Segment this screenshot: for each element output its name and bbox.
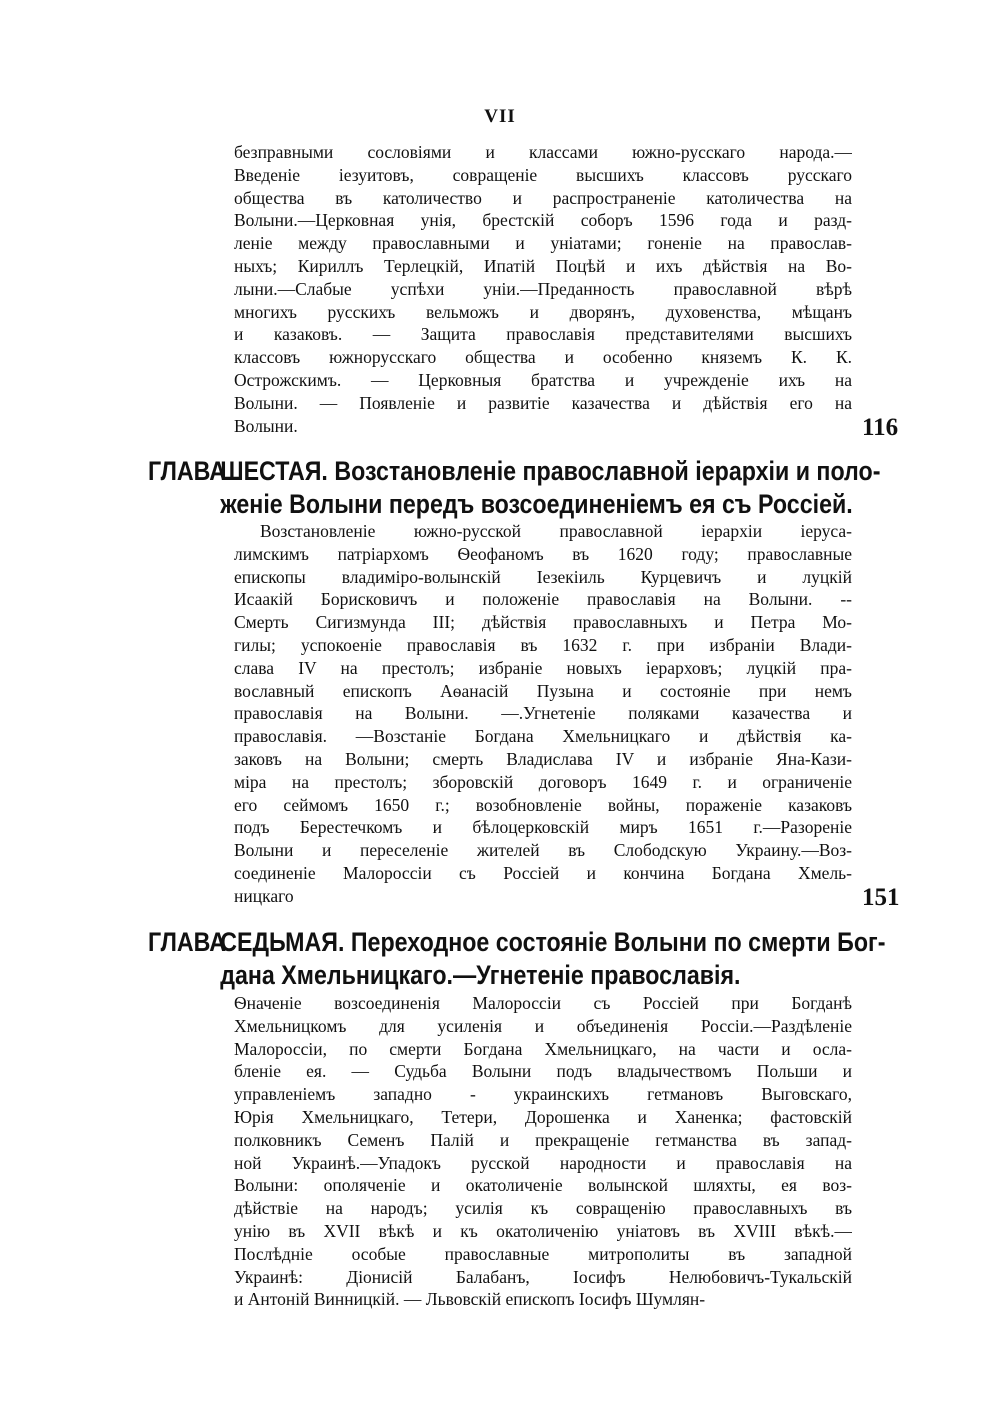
chapter-7-summary [234, 992, 852, 1311]
text-line: Волыни и переселеніе жителей въ Слободскую Украину.—Воз- [234, 840, 852, 861]
text-line: управленіемъ западно - украинскихъ гетмановъ Выговскаго, [234, 1084, 852, 1105]
text-line: унію въ XVII вѣкѣ и къ окатоличенію уніатовъ въ XVIII вѣкѣ.— [234, 1220, 852, 1241]
page-ref-116: 116 [862, 414, 899, 441]
text-line: Волыни: ополяченіе и окатоличеніе волынской шляхты, ея воз- [234, 1175, 852, 1196]
text-line: Исаакій Борисковичъ и положеніе православія на Волыни. -- [234, 589, 852, 610]
intro-paragraph [234, 141, 852, 437]
text-line: бленіе ея. — Судьба Волыни подъ владычествомъ Польши и [234, 1061, 852, 1082]
text-line: Украинѣ: Діонисій Балабанъ, Іосифъ Нелюбовичъ-Тукальскій [234, 1266, 852, 1287]
chapter-6-summary [234, 520, 852, 908]
intro-section [234, 141, 852, 437]
text-line: Волыни. [234, 415, 298, 436]
chapter-7-paragraph [234, 992, 852, 1311]
text-line: Малороссіи, по смерти Богдана Хмельницкаго, на части и осла- [234, 1038, 852, 1059]
text-line: классовъ южнорусскаго общества и особенно княземъ К. К. [234, 347, 852, 368]
text-line: его сеймомъ 1650 г.; возобновленіе войны, пораженіе казаковъ [234, 794, 852, 815]
text-line: Волыни. — Появленіе и развитіе казачества и дѣйствія его на [234, 392, 852, 413]
text-line: слава IV на престолъ; избраніе новыхъ іерарховъ; луцкій пра- [234, 657, 852, 678]
text-line: епископы владиміро-волынскій Іезекіиль Курцевичъ и луцкій [234, 566, 852, 587]
page-number: VII [484, 106, 516, 127]
text-line: ныхъ; Кириллъ Терлецкій, Ипатій Поцѣй и ихъ дѣйствія на Во- [234, 255, 852, 276]
chapter-7-title-line-1: СЕДЬМАЯ. Переходное состояніе Волыни по смерти Бог- [220, 927, 886, 957]
text-line: лыни.—Слабые успѣхи уніи.—Преданность православной вѣрѣ [234, 278, 852, 299]
text-line: соединеніе Малороссіи съ Россіей и кончина Богдана Хмель- [234, 862, 852, 883]
chapter-7-label: ГЛАВА [148, 927, 227, 957]
text-line: Юрія Хмельницкаго, Тетери, Дорошенка и Ханенка; фастовскій [234, 1106, 852, 1127]
text-line: Послѣдніе особые православные митрополиты въ западной [234, 1243, 852, 1264]
chapter-6-heading [148, 455, 881, 521]
text-line: заковъ на Волыни; смерть Владислава IV и избраніе Яна-Кази- [234, 748, 852, 769]
chapter-6-title-line-1: ШЕСТАЯ. Возстановленіе православной іерархіи и поло- [220, 456, 881, 486]
chapter-7-title-line-2: дана Хмельницкаго.—Угнетеніе православія. [220, 960, 741, 990]
text-line: леніе между православными и уніатами; гоненіе на православ- [234, 233, 852, 254]
text-line: и Антоній Винницкій. — Львовскій епископъ Іосифъ Шумлян- [234, 1289, 706, 1310]
text-line: Острожскимъ. — Церковныя братства и учрежденіе ихъ на [234, 369, 852, 390]
text-line: лимскимъ патріархомъ Ѳеофаномъ въ 1620 году; православные [234, 543, 852, 564]
text-line: ницкаго [234, 885, 294, 906]
text-line: дѣйствіе на народъ; усилія къ совращенію православныхъ въ [234, 1198, 852, 1219]
text-line: Смерть Сигизмунда III; дѣйствія православныхъ и Петра Мо- [234, 612, 852, 633]
text-line: православія на Волыни. —.Угнетеніе поляками казачества и [234, 703, 852, 724]
text-line: и казаковъ. — Защита православія представителями высшихъ [234, 324, 852, 345]
text-line: Волыни.—Церковная унія, брестскій соборъ 1596 года и разд- [234, 210, 852, 231]
text-line: полковникъ Семенъ Палій и прекращеніе гетманства въ запад- [234, 1129, 852, 1150]
chapter-6-title-line-2: женіе Волыни передъ возсоединеніемъ ея съ Россіей. [220, 489, 853, 519]
text-line: многихъ русскихъ вельможъ и дворянъ, духовенства, мѣщанъ [234, 301, 852, 322]
chapter-6-paragraph [234, 520, 852, 908]
text-line: Ѳначеніе возсоединенія Малороссіи съ Россіей при Богданѣ [234, 993, 852, 1013]
text-line: Возстановленіе южно-русской православной іерархіи іеруса- [260, 521, 852, 541]
chapter-6-label: ГЛАВА [148, 456, 227, 486]
text-line: общества въ католичество и распространеніе католичества на [234, 187, 852, 208]
page-ref-151: 151 [862, 884, 900, 911]
chapter-7-heading [148, 926, 886, 992]
text-line: вославный епископъ Аѳанасій Пузына и состояніе при немъ [234, 680, 852, 701]
text-line: безправными сословіями и классами южно-русскаго народа.— [234, 142, 852, 162]
text-line: гилы; успокоеніе православія въ 1632 г. при избраніи Влади- [234, 634, 852, 655]
text-line: ной Украинѣ.—Упадокъ русской народности и православія на [234, 1152, 852, 1173]
text-line: православія. —Возстаніе Богдана Хмельницкаго и дѣйствія ка- [234, 726, 852, 747]
text-line: Введеніе іезуитовъ, совращеніе высшихъ классовъ русскаго [234, 164, 852, 185]
text-line: Хмельницкомъ для усиленія и объединенія Россіи.—Раздѣленіе [234, 1015, 852, 1036]
text-line: міра на престолъ; зборовскій договоръ 1649 г. и ограниченіе [234, 771, 852, 792]
text-line: подъ Берестечкомъ и бѣлоцерковскій миръ 1651 г.—Разореніе [234, 817, 852, 838]
